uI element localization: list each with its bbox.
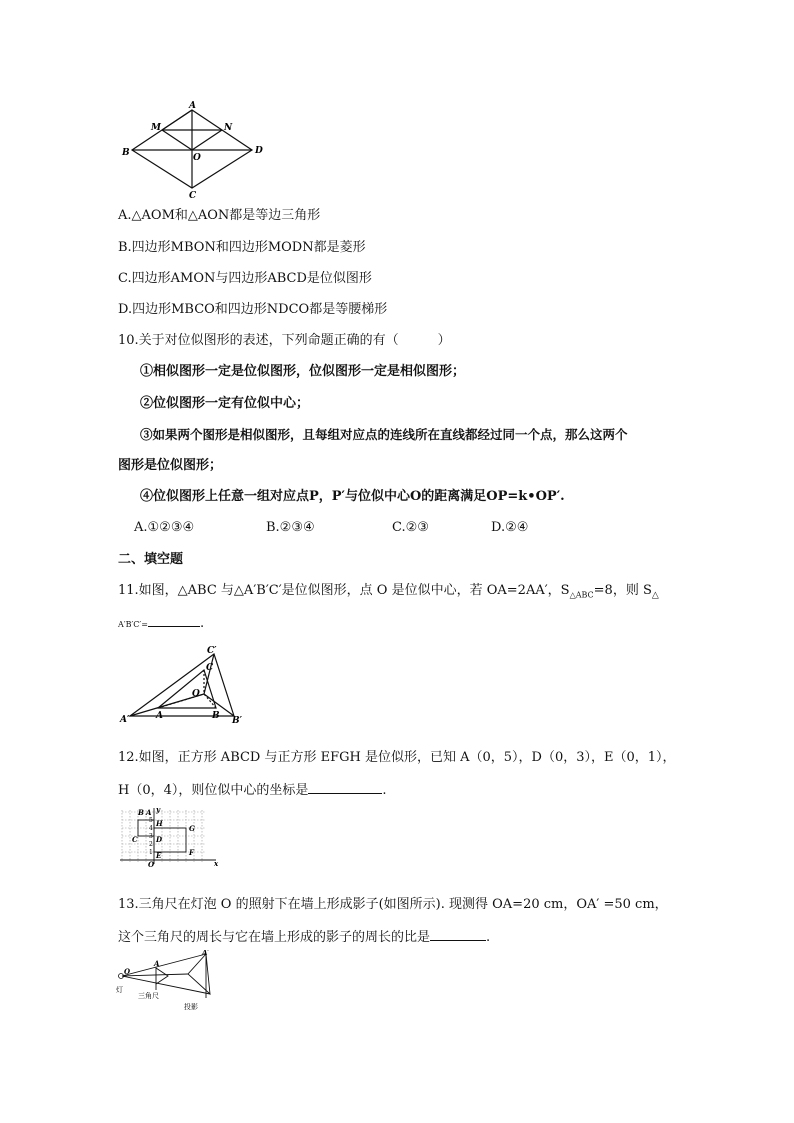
q12-end: .: [382, 783, 387, 798]
fig12-label-x: x: [214, 859, 219, 868]
fig13-label-a-prime: A′: [202, 950, 210, 957]
q11-answer-blank: [148, 614, 200, 627]
q11-line1b: =8，则 S: [593, 583, 652, 598]
fig12-tick-5: 5: [149, 817, 153, 824]
fig12-label-h: H: [156, 819, 163, 828]
fig9-label-c: C: [189, 191, 197, 200]
section-title: 二、填空题: [118, 552, 184, 567]
fig12-tick-2: 2: [149, 841, 153, 848]
q11-sub2: A′B′C′: [118, 620, 142, 629]
q10-statement-4: ④位似图形上任意一组对应点P，P′与位似中心O的距离满足OP=k•OP′.: [140, 489, 565, 504]
fig12-label-g: G: [189, 824, 195, 833]
q11-end: .: [199, 616, 205, 631]
q12-line1: 12.如图，正方形 ABCD 与正方形 EFGH 是位似形，已知 A（0，5），D（0，3），E（0，1），: [118, 750, 676, 765]
fig9-label-o: O: [193, 153, 201, 163]
q13-line2: 这个三角尺的周长与它在墙上形成的影子的周长的比是: [118, 930, 431, 945]
fig9-label-b: B: [122, 148, 130, 158]
fig11-label-c-prime: C′: [207, 646, 217, 656]
q10-statement-1: ①相似图形一定是位似图形，位似图形一定是相似图形；: [140, 364, 466, 379]
q11-sub1: △ABC: [569, 590, 594, 600]
fig12-label-d: D: [156, 835, 163, 844]
fig12-label-c: C: [132, 835, 138, 844]
q9-option-c: C.四边形AMON与四边形ABCD是位似图形: [118, 271, 372, 286]
q11-line1: 11.如图，△ABC 与△A′B′C′是位似图形，点 O 是位似中心，若 OA=2AA′，S: [118, 583, 570, 598]
q10-statement-3-cont: 图形是位似图形；: [118, 458, 223, 473]
q9-option-d: D.四边形MBCO和四边形NDCO都是等腰梯形: [118, 302, 388, 317]
fig12-label-e: E: [156, 851, 162, 860]
fig9-label-m: M: [151, 123, 161, 133]
fig9-label-d: D: [255, 146, 263, 156]
q13-answer-blank: [430, 928, 486, 941]
q10-option-d: D.②④: [491, 520, 529, 535]
fig11-label-c: C: [206, 663, 214, 673]
fig9-label-n: N: [224, 123, 233, 133]
fig13-label-ruler: 三角尺: [138, 992, 159, 1000]
fig12-label-y: y: [156, 806, 161, 814]
q13-line1: 13.三角尺在灯泡 O 的照射下在墙上形成影子(如图所示). 现测得 OA=20 cm，OA′ =50 cm，: [118, 897, 668, 912]
q9-option-a: A.△AOM和△AON都是等边三角形: [118, 208, 321, 223]
fig11-label-b-prime: B′: [232, 716, 242, 724]
fig11-label-o: O: [192, 689, 200, 699]
fig12-tick-3: 3: [149, 833, 153, 840]
q10-option-b: B.②③④: [266, 520, 315, 535]
fig12-label-o: O: [148, 860, 155, 868]
q9-option-b: B.四边形MBON和四边形MODN都是菱形: [118, 240, 366, 255]
q11-text: [118, 583, 659, 604]
figure-rhombus: [118, 100, 268, 200]
fig12-label-a: A: [146, 808, 152, 817]
figure-grid: [118, 806, 222, 868]
figure-shadow: [114, 950, 218, 1012]
q10-option-a: A.①②③④: [134, 520, 195, 535]
q13-line2-wrap: [118, 928, 490, 946]
fig12-label-f: F: [189, 848, 194, 857]
fig11-label-b: B: [212, 711, 220, 721]
q12-line2-wrap: [118, 781, 387, 799]
fig12-label-b: B: [138, 808, 144, 817]
q11-eq: =: [141, 620, 148, 629]
fig9-label-a: A: [189, 101, 196, 111]
fig13-label-lamp: 灯: [116, 986, 123, 994]
fig12-tick-1: 1: [149, 849, 153, 856]
fig13-label-o: O: [124, 967, 131, 976]
q10-stem: 10.关于对位似图形的表述，下列命题正确的有（ ）: [118, 333, 451, 348]
q11-triangle: △: [651, 590, 659, 601]
q11-line2: [118, 614, 204, 632]
fig12-tick-4: 4: [149, 825, 153, 832]
fig11-label-a-prime: A′: [120, 715, 130, 724]
fig13-label-a: A: [154, 959, 160, 968]
q13-end: .: [486, 930, 491, 945]
q10-statement-2: ②位似图形一定有位似中心；: [140, 396, 310, 411]
q12-line2: H（0，4），则位似中心的坐标是: [118, 783, 309, 798]
q10-option-c: C.②③: [392, 520, 429, 535]
fig11-label-a: A: [156, 711, 163, 721]
figure-triangles: [118, 644, 254, 724]
q10-statement-3: ③如果两个图形是相似图形，且每组对应点的连线所在直线都经过同一个点，那么这两个: [140, 427, 628, 442]
q12-answer-blank: [308, 781, 382, 794]
fig13-label-shadow: 投影: [184, 1003, 198, 1011]
